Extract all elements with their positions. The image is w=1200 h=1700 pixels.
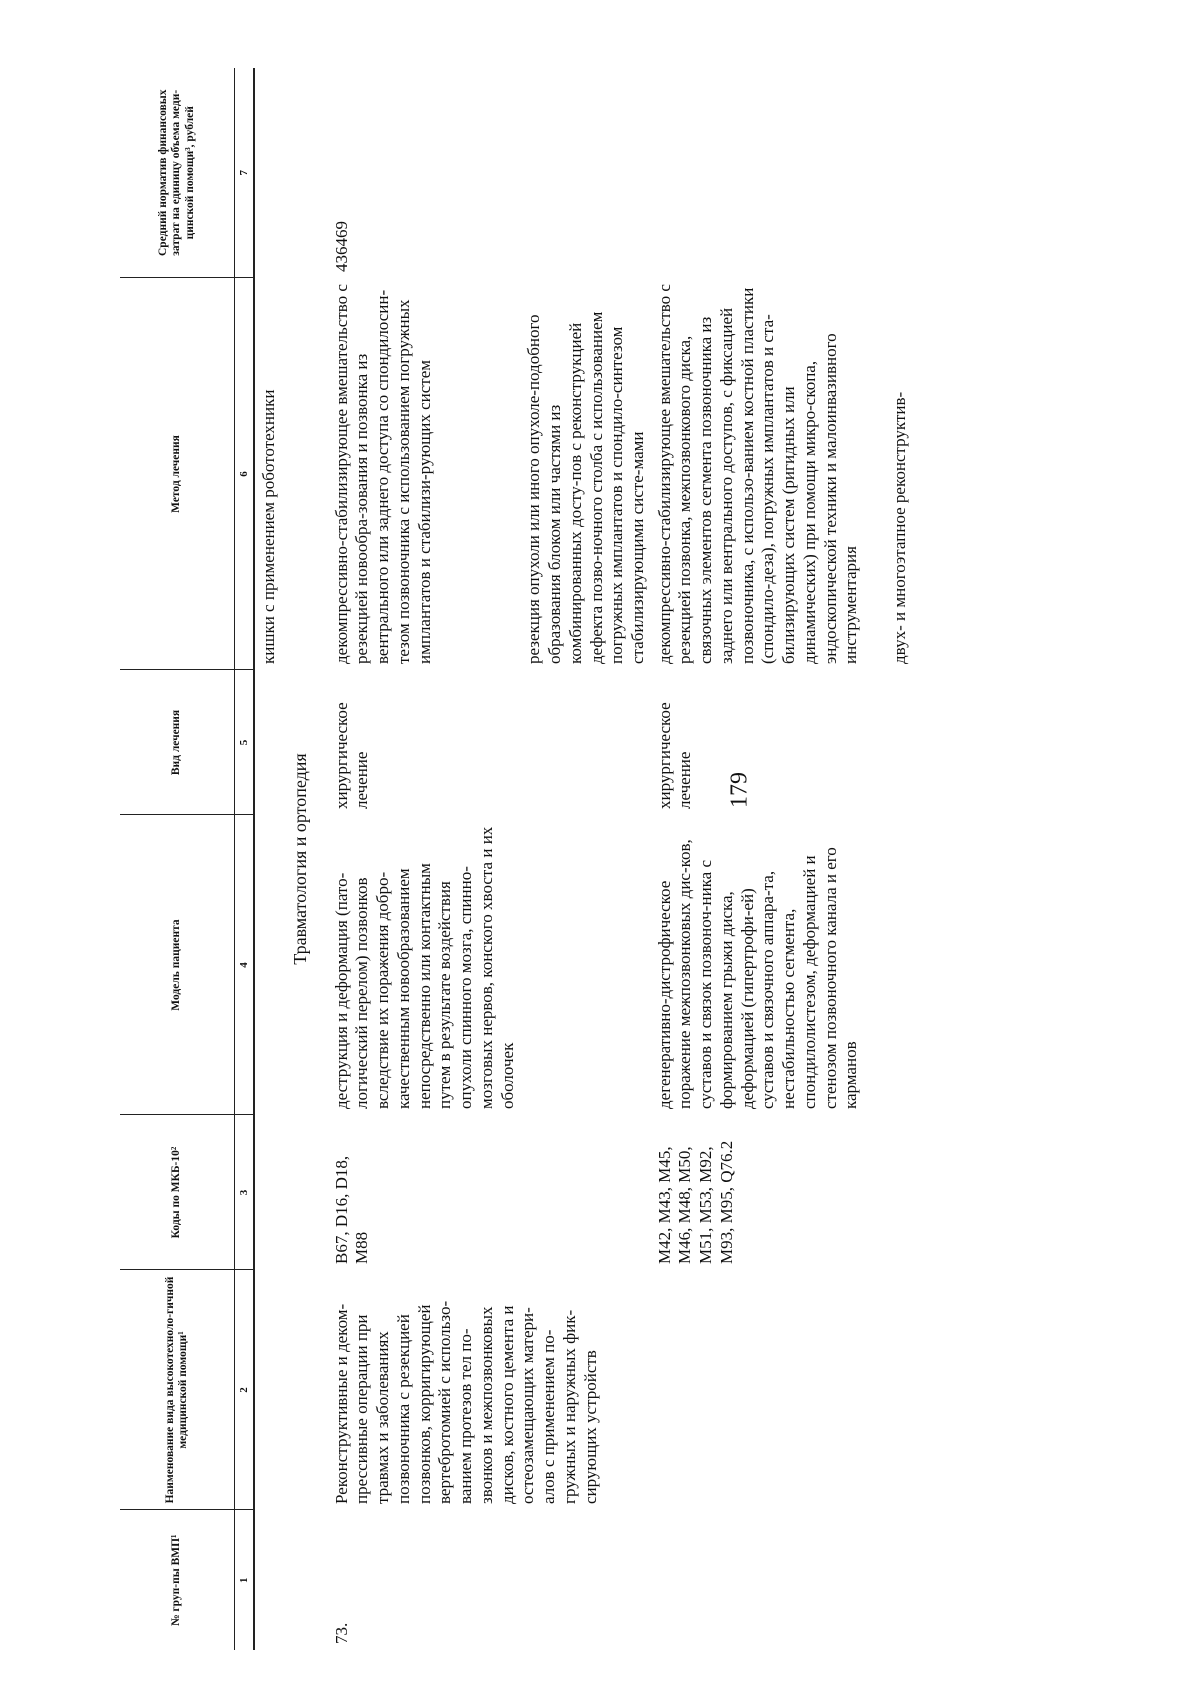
treatment-type xyxy=(518,670,648,815)
patient-model xyxy=(518,815,648,1115)
page-number: 179 xyxy=(726,772,753,808)
header-row xyxy=(120,68,235,1650)
icd-codes: M42, M43, M45, M46, M48, M50, M51, M53, M92, M93, M95, Q76.2 xyxy=(654,1140,736,1264)
col-header-treatment-method: Метод лечения xyxy=(120,278,235,670)
col-number: 2 xyxy=(235,1270,255,1510)
treatment-type: хирургическое лечение xyxy=(331,702,372,809)
col-header-group-number: № груп-пы ВМП¹ xyxy=(170,1534,183,1627)
treatment-method: резекция опухоли или иного опухоле-подобного образования блоком или частями из комбинированных досту-пов с реконструкцией дефекта позво-ночного столба с использованием погружных имплантатов и спондило-синтезом стабилизирующими систе-мами xyxy=(524,311,647,664)
col-header-vmp-name: Наименование вида высокотехноло-гичной медицинской помощи¹ xyxy=(120,1270,235,1510)
vmp-table xyxy=(120,68,911,1650)
table-row xyxy=(326,68,519,1650)
treatment-method: декомпрессивно-стабилизирующее вмешательство с резекцией новообра-зования и позвонка из вентрального или заднего доступа со спондилосин-тезом позвоночника с использованием погружных имплантатов и стабилизи-рующих систем xyxy=(331,284,434,664)
col-number: 5 xyxy=(235,670,255,815)
col-number: 3 xyxy=(235,1115,255,1270)
treatment-method xyxy=(649,278,911,670)
vmp-name: Реконструктивные и деком-прессивные операции при травмах и заболеваниях позвоночника с резекцией позвонков, корригирующей вертебротомией с использо-ванием протезов тел по-звонков и межпозвонковых дисков, костного цемента и остеозамещающих матери-алов с применением по-гружных и наружных фик-сирующих устройств xyxy=(331,1300,600,1504)
col-number: 6 xyxy=(235,278,255,670)
section-row xyxy=(280,68,326,1650)
col-header-treatment-type: Вид лечения xyxy=(120,670,235,815)
continuation-text: двух- и многоэтапное реконструктив- xyxy=(890,391,910,664)
icd-codes xyxy=(518,1115,648,1270)
col-number: 7 xyxy=(235,68,255,278)
table-row xyxy=(254,68,280,1650)
col-number: 4 xyxy=(235,815,255,1115)
group-number: 73. xyxy=(331,1622,351,1644)
method-text: декомпрессивно-стабилизирующее вмешательство с резекцией позвонка, межпозвонкового диска, связочных элементов сегмента позвоночника из заднего или вентрального доступов, с фиксацией позвоночника, с использо-ванием костной пластики (спондило-деза), погружных имплантатов и ста-билизирующих систем (ригидных или динамических) при помощи микро-скопа, эндоскопической техники и малоинвазивного инструментария xyxy=(654,284,861,664)
col-header-cost: Средний норматив финансовых затрат на единицу объема меди-цинской помощи³, рублей xyxy=(120,68,235,278)
rotated-page xyxy=(120,0,1120,1650)
col-number: 1 xyxy=(235,1510,255,1650)
icd-codes: B67, D16, D18, M88 xyxy=(331,1155,372,1264)
spacer xyxy=(862,284,890,664)
treatment-type: хирургическое лечение xyxy=(654,702,695,809)
patient-model: деструкция и деформация (пато-логический перелом) позвонков вследствие их поражения добро-качественным новообразованием непосредственно или контактным путем в результате воздействия опухоли спинного мозга, спинно-мозговых нервов, конского хвоста и их оболочек xyxy=(331,826,517,1109)
patient-model: дегенеративно-дистрофическое поражение межпозвонковых дис-ков, суставов и связок позвоноч-ника с формированием грыжи диска, деформацией (гипертрофи-ей) суставов и связочного аппара-та, нестабильностью сегмента, спондилолистезом, деформацией и стенозом позвоночного канала и его карманов xyxy=(654,839,861,1109)
col-header-patient-model: Модель пациента xyxy=(120,815,235,1115)
column-number-row xyxy=(235,68,255,1650)
section-title: Травматология и ортопедия xyxy=(289,753,310,965)
trailing-method-text: кишки с применением робототехники xyxy=(259,389,278,664)
cost-value: 436469 xyxy=(331,221,351,272)
col-header-icd-codes: Коды по МКБ-10² xyxy=(120,1115,235,1270)
